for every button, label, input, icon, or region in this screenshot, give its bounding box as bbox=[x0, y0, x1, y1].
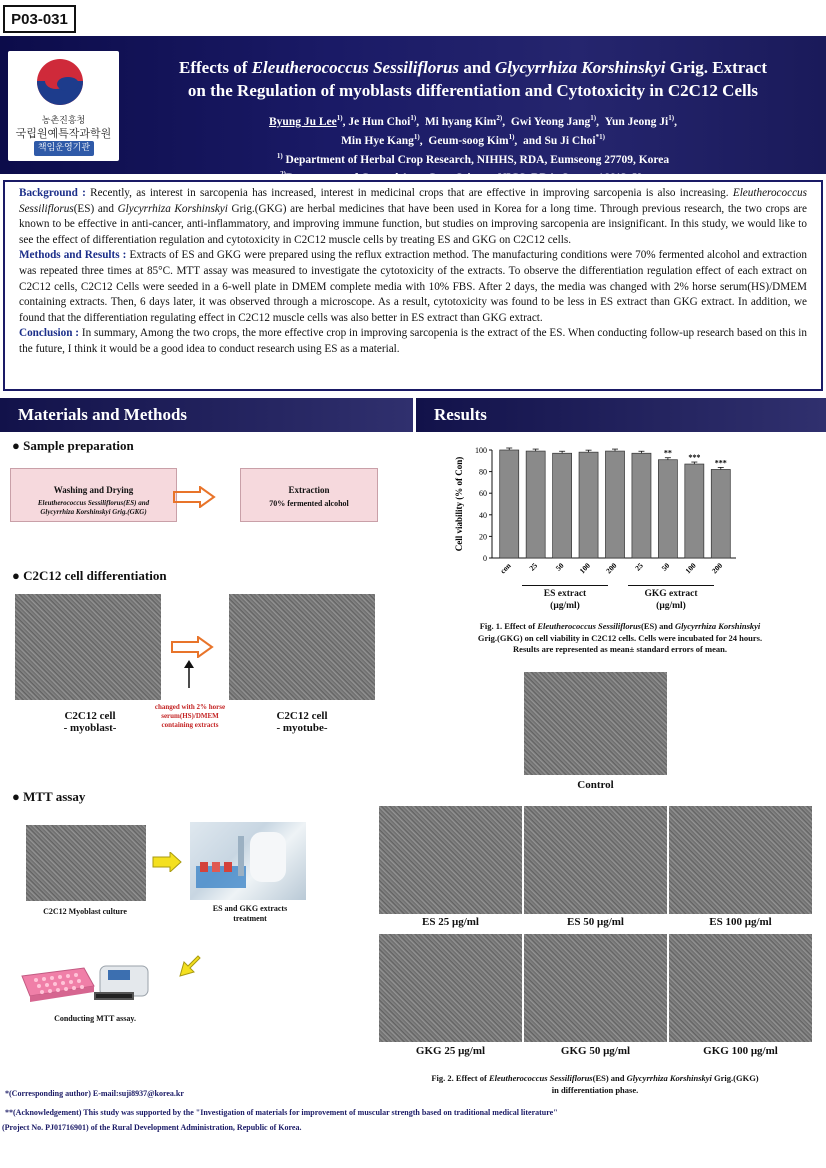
x-tick-label: 100 bbox=[683, 561, 698, 576]
gkg25-caption: GKG 25 μg/ml bbox=[415, 1045, 486, 1057]
y-axis-label: Cell viability (% of Con) bbox=[454, 456, 464, 552]
bar bbox=[632, 453, 651, 558]
arrow-down-left-yellow-icon bbox=[178, 954, 202, 983]
x-tick-label: 50 bbox=[659, 561, 672, 573]
fig1-caption: Fig. 1. Effect of Eleutherococcus Sessiliflorus(ES) and Glycyrrhiza Korshinskyi Grig.(GKG) on cell viability in C2C12 cells. Cells were incubated for 24 hours. Results are represented as mean± standard errors of mean. bbox=[477, 621, 763, 654]
y-tick-label: 20 bbox=[479, 532, 487, 542]
es25-caption: ES 25 μg/ml bbox=[422, 916, 479, 928]
y-tick-label: 40 bbox=[479, 510, 487, 520]
significance-label: *** bbox=[714, 458, 727, 468]
arrow-up-icon bbox=[184, 660, 194, 693]
x-tick-label: 25 bbox=[633, 561, 645, 573]
significance-label: *** bbox=[688, 453, 701, 463]
differentiation-heading: ● C2C12 cell differentiation bbox=[12, 568, 167, 583]
acknowledgement-line2: (Project No. PJ01716901) of the Rural Development Administration, Republic of Korea. bbox=[2, 1123, 302, 1132]
y-tick-label: 80 bbox=[479, 467, 487, 477]
x-tick-label: con bbox=[498, 561, 513, 576]
y-tick-label: 100 bbox=[475, 446, 487, 455]
extraction-box: Extraction 70% fermented alcohol bbox=[240, 468, 378, 522]
mtt-caption: Conducting MTT assay. bbox=[54, 1014, 136, 1023]
fig2-caption: Fig. 2. Effect of Eleutherococcus Sessiliflorus(ES) and Glycyrrhiza Korshinskyi Grig.(GKG) in differentiation phase. bbox=[431, 1073, 759, 1095]
author-list: Byung Ju Lee$^{1)}$, Je Hun Choi$^{1)}$, Mi hyang Kim$^{2)}$, Gwi Yeong Jang$^{1)}$, Yun Jeong Ji$^{1)}$, Min Hye Kang$^{1)}$, Geum-soog Kim$^{1)}$, and Su Ji Choi$^{*1)}$ $^{1)}$ Department of Herbal Crop Research, NIHHS, RDA, Eumseong 27709, Korea $^{2)}$Department of Central Area Crop Science, NICS, RDA, Suwon 16613, Korea. bbox=[269, 114, 677, 185]
x-tick-label: 25 bbox=[527, 561, 540, 573]
bar bbox=[526, 451, 545, 558]
es50-image bbox=[524, 806, 667, 914]
myotube-caption: C2C12 cell - myotube- bbox=[276, 710, 328, 734]
arrow-right-icon bbox=[172, 486, 216, 508]
poster-code: P03-031 bbox=[3, 5, 76, 33]
myoblast-caption: C2C12 cell - myoblast- bbox=[63, 710, 117, 734]
bar bbox=[500, 450, 519, 558]
es100-caption: ES 100 μg/ml bbox=[709, 916, 772, 928]
myotube-image bbox=[229, 594, 375, 700]
gkg25-image bbox=[379, 934, 522, 1042]
es50-caption: ES 50 μg/ml bbox=[567, 916, 624, 928]
bar bbox=[685, 464, 704, 558]
acknowledgement-line1: **(Acknowledgement) This study was supported by the "Investigation of materials for improvement of muscular strength based on traditional medical literature" bbox=[5, 1108, 558, 1117]
treatment-caption: ES and GKG extracts treatment bbox=[212, 904, 288, 923]
gkg100-caption: GKG 100 μg/ml bbox=[703, 1045, 778, 1057]
bar bbox=[553, 453, 572, 558]
myoblast-culture-image bbox=[26, 825, 146, 901]
es100-image bbox=[669, 806, 812, 914]
results-heading: Results bbox=[416, 398, 826, 432]
myoblast-image bbox=[15, 594, 161, 700]
logo-line1: 농촌진흥청 bbox=[41, 116, 86, 126]
es-group-label: ES extract (μg/ml) bbox=[522, 585, 608, 612]
abstract-box: Background : Recently, as interest in sarcopenia has increased, interest in medicinal crops that are effective in improving sarcopenia is also increasing. Eleutherococcus Sessiliflorus(ES) and Glycyrrhiza Korshinskyi Grig.(GKG) are herbal medicines that have been used in Korea for a long time. Through previous research, the two crops are known to be effective in anti-cancer, anti-inflammatory, and improving immune function, but studies on improving sarcopenia are insignificant. In this study, we would like to see the effect of differentiation regulation and cytotoxicity in C2C12 muscle cells by treating ES and GKG on C2C12 cells. Methods and Results : Extracts of ES and GKG were prepared using the reflux extraction method. The manufacturing conditions were 70% fermented alcohol and extraction was repeated three times at 85°C. MTT assay was measured to investigate the cytotoxicity of the extracts. To observe the differentiation regulation effect of each extract on C2C12 cells, C2C12 Cells were seeded in a 6-well plate in DMEM complete media with 10% FBS. After 2 days, the media was changed with 2% horse serum(HS)/DMEM containing extracts. Then, 6 days later, it was observed through a microscope. As a result, cytotoxicity was found to be less in ES extract than GKG extract. In addition, we found that the differentiation regulating effect in C2C12 muscle cells was also better in ES extract than GKG extract. Conclusion : In summary, Among the two crops, the more effective crop in improving sarcopenia is the extract of the ES. When conducting follow-up research based on this in the future, I think it would be a good idea to conduct research using ES as a material. bbox=[3, 180, 823, 391]
arrow-right-yellow-icon bbox=[152, 852, 182, 872]
washing-box: Washing and Drying Eleutherococcus Sessiliflorus(ES) and Glycyrrhiza Korshinskyi Grig.(GKG) bbox=[10, 468, 177, 522]
logo-line2: 국립원예특작과학원 bbox=[15, 127, 112, 140]
x-tick-label: 100 bbox=[577, 561, 592, 576]
es25-image bbox=[379, 806, 522, 914]
significance-label: ** bbox=[663, 448, 672, 458]
materials-methods-heading: Materials and Methods bbox=[0, 398, 413, 432]
corresponding-author: *(Corresponding author) E-mail:suji8937@korea.kr bbox=[5, 1089, 184, 1098]
gkg50-image bbox=[524, 934, 667, 1042]
x-tick-label: 200 bbox=[604, 561, 619, 576]
media-change-note: changed with 2% horse serum(HS)/DMEM containing extracts bbox=[154, 703, 226, 729]
culture-caption: C2C12 Myoblast culture bbox=[43, 907, 127, 916]
x-tick-label: 200 bbox=[709, 561, 725, 576]
x-tick-label: 50 bbox=[553, 561, 566, 573]
logo-emblem-icon bbox=[37, 59, 83, 105]
gkg-group-label: GKG extract (μg/ml) bbox=[628, 585, 714, 612]
gkg50-caption: GKG 50 μg/ml bbox=[560, 1045, 631, 1057]
bar bbox=[579, 452, 598, 558]
y-tick-label: 60 bbox=[479, 489, 487, 499]
plate-reader-icon bbox=[92, 962, 154, 1011]
bar bbox=[658, 460, 677, 558]
sample-prep-heading: ● Sample preparation bbox=[12, 438, 134, 453]
arrow-right-icon bbox=[170, 636, 214, 658]
control-image bbox=[524, 672, 667, 775]
well-plate-icon bbox=[18, 962, 96, 1009]
treatment-photo bbox=[190, 822, 306, 900]
bar bbox=[605, 451, 624, 558]
logo-badge: 책임운영기관 bbox=[34, 141, 94, 156]
gkg100-image bbox=[669, 934, 812, 1042]
y-tick-label: 0 bbox=[483, 554, 487, 563]
mtt-heading: ● MTT assay bbox=[12, 789, 86, 804]
bar bbox=[711, 469, 730, 558]
poster-title: Effects of Eleutherococcus Sessiliflorus and Glycyrrhiza Korshinskyi Grig. Extract on the Regulation of myoblasts differentiation and Cytotoxicity in C2C12 Cells bbox=[179, 58, 767, 100]
control-caption: Control bbox=[577, 779, 614, 791]
